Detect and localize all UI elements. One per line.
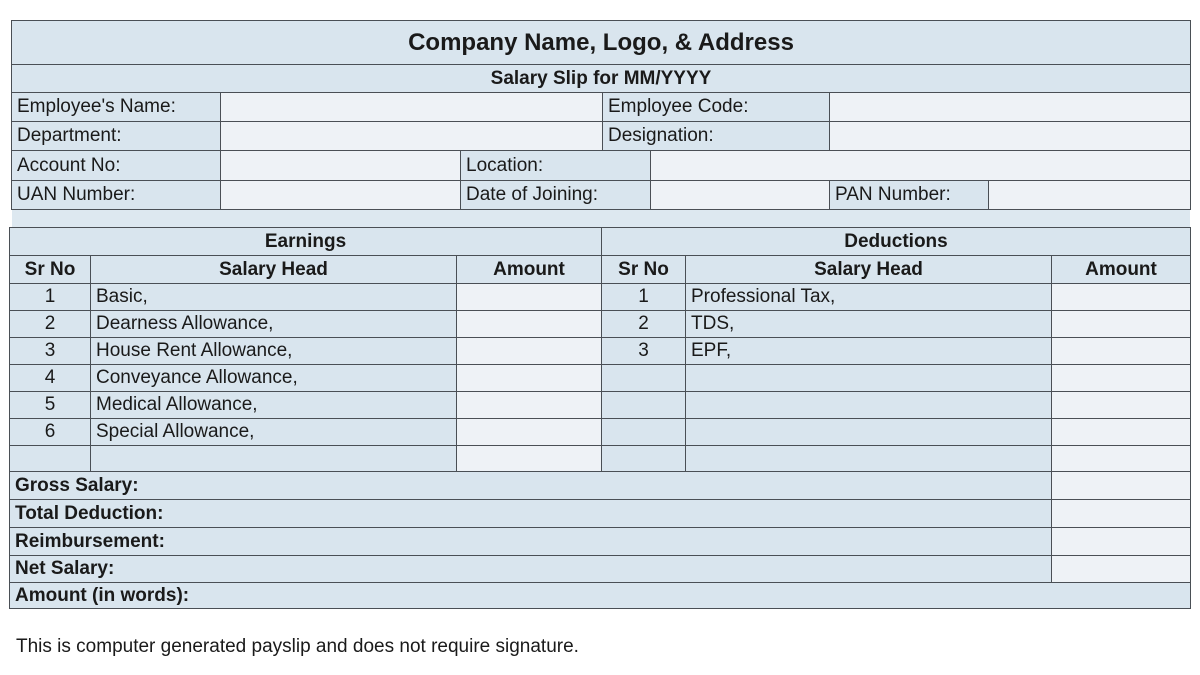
earnings-row-srno: 4	[9, 364, 91, 392]
department-label: Department:	[11, 121, 221, 151]
deductions-col-head: Salary Head	[685, 255, 1052, 284]
earnings-row-srno: 6	[9, 418, 91, 446]
deductions-row-amount[interactable]	[1051, 310, 1191, 338]
company-header: Company Name, Logo, & Address	[11, 20, 1191, 65]
earnings-col-amount: Amount	[456, 255, 602, 284]
deductions-col-srno: Sr No	[601, 255, 686, 284]
deductions-row-head: EPF,	[685, 337, 1052, 365]
location-label: Location:	[460, 150, 651, 181]
deductions-title: Deductions	[601, 227, 1191, 256]
deductions-col-amount: Amount	[1051, 255, 1191, 284]
employee-name-label: Employee's Name:	[11, 92, 221, 122]
net-salary-value[interactable]	[1051, 555, 1191, 583]
earnings-title: Earnings	[9, 227, 602, 256]
deductions-row-srno	[601, 391, 686, 419]
net-salary-label: Net Salary:	[9, 555, 1052, 583]
earnings-row-amount[interactable]	[456, 445, 602, 473]
earnings-row-srno: 2	[9, 310, 91, 338]
deductions-row-srno	[601, 445, 686, 473]
earnings-row-head: House Rent Allowance,	[90, 337, 457, 365]
designation-label: Designation:	[602, 121, 830, 151]
deductions-row-srno	[601, 418, 686, 446]
gross-salary-label: Gross Salary:	[9, 471, 1052, 500]
earnings-row-srno: 3	[9, 337, 91, 365]
earnings-row-amount[interactable]	[456, 337, 602, 365]
amount-in-words-label: Amount (in words):	[9, 582, 1191, 609]
deductions-row-srno	[601, 364, 686, 392]
employee-name-field[interactable]	[220, 92, 603, 122]
reimbursement-label: Reimbursement:	[9, 527, 1052, 556]
earnings-row-head	[90, 445, 457, 473]
earnings-row-srno: 1	[9, 283, 91, 311]
earnings-row-amount[interactable]	[456, 391, 602, 419]
deductions-row-head: TDS,	[685, 310, 1052, 338]
uan-field[interactable]	[220, 180, 461, 210]
deductions-row-amount[interactable]	[1051, 391, 1191, 419]
account-label: Account No:	[11, 150, 221, 181]
earnings-row-srno: 5	[9, 391, 91, 419]
employee-code-label: Employee Code:	[602, 92, 830, 122]
total-deduction-label: Total Deduction:	[9, 499, 1052, 528]
earnings-row-amount[interactable]	[456, 310, 602, 338]
department-field[interactable]	[220, 121, 603, 151]
deductions-row-head	[685, 445, 1052, 473]
earnings-col-srno: Sr No	[9, 255, 91, 284]
designation-field[interactable]	[829, 121, 1191, 151]
pan-field[interactable]	[988, 180, 1191, 210]
slip-title: Salary Slip for MM/YYYY	[11, 64, 1191, 93]
uan-label: UAN Number:	[11, 180, 221, 210]
earnings-row-head: Special Allowance,	[90, 418, 457, 446]
date-of-joining-label: Date of Joining:	[460, 180, 651, 210]
deductions-row-head	[685, 418, 1052, 446]
earnings-row-srno	[9, 445, 91, 473]
earnings-row-amount[interactable]	[456, 364, 602, 392]
deductions-row-amount[interactable]	[1051, 337, 1191, 365]
earnings-col-head: Salary Head	[90, 255, 457, 284]
deductions-row-head: Professional Tax,	[685, 283, 1052, 311]
pan-label: PAN Number:	[829, 180, 989, 210]
reimbursement-value[interactable]	[1051, 527, 1191, 556]
total-deduction-value[interactable]	[1051, 499, 1191, 528]
deductions-row-amount[interactable]	[1051, 364, 1191, 392]
earnings-row-head: Dearness Allowance,	[90, 310, 457, 338]
deductions-row-srno: 3	[601, 337, 686, 365]
account-field[interactable]	[220, 150, 461, 181]
location-field[interactable]	[650, 150, 1191, 181]
deductions-row-srno: 2	[601, 310, 686, 338]
deductions-row-amount[interactable]	[1051, 445, 1191, 473]
deductions-row-srno: 1	[601, 283, 686, 311]
date-of-joining-field[interactable]	[650, 180, 830, 210]
footer-note: This is computer generated payslip and does not require signature.	[16, 636, 579, 657]
deductions-row-head	[685, 391, 1052, 419]
earnings-row-head: Basic,	[90, 283, 457, 311]
earnings-row-head: Conveyance Allowance,	[90, 364, 457, 392]
deductions-row-head	[685, 364, 1052, 392]
deductions-row-amount[interactable]	[1051, 418, 1191, 446]
employee-code-field[interactable]	[829, 92, 1191, 122]
deductions-row-amount[interactable]	[1051, 283, 1191, 311]
earnings-row-amount[interactable]	[456, 418, 602, 446]
earnings-row-amount[interactable]	[456, 283, 602, 311]
earnings-row-head: Medical Allowance,	[90, 391, 457, 419]
gross-salary-value[interactable]	[1051, 471, 1191, 500]
